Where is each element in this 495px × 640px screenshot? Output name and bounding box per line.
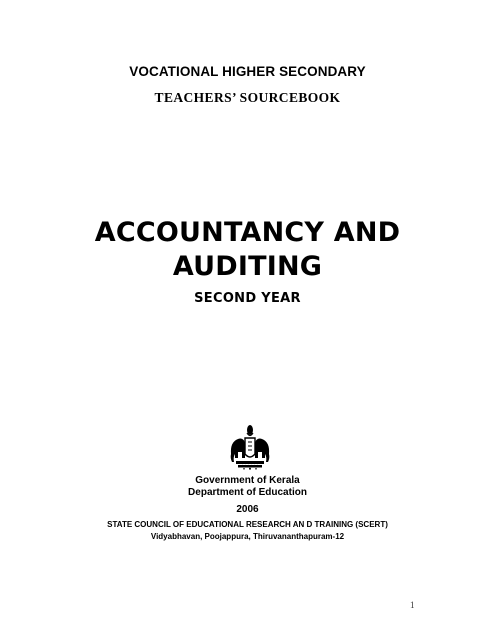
page-number: 1 (410, 600, 415, 610)
government-name: Government of Kerala (195, 475, 300, 486)
department-name: Department of Education (188, 487, 307, 498)
kerala-state-emblem-icon (228, 424, 272, 470)
book-title-line-2: AUDITING (172, 251, 323, 282)
publication-year: 2006 (236, 504, 259, 515)
series-heading: VOCATIONAL HIGHER SECONDARY (129, 64, 366, 79)
book-type-heading: TEACHERS’ SOURCEBOOK (154, 90, 341, 105)
council-name: STATE COUNCIL OF EDUCATIONAL RESEARCH AN D TRAINING (SCERT) (107, 520, 388, 529)
council-address: Vidyabhavan, Poojappura, Thiruvananthapuram-12 (150, 532, 345, 541)
book-subtitle: SECOND YEAR (194, 291, 301, 306)
book-title (0, 216, 495, 284)
book-title-line-1: ACCOUNTANCY AND (94, 217, 401, 248)
